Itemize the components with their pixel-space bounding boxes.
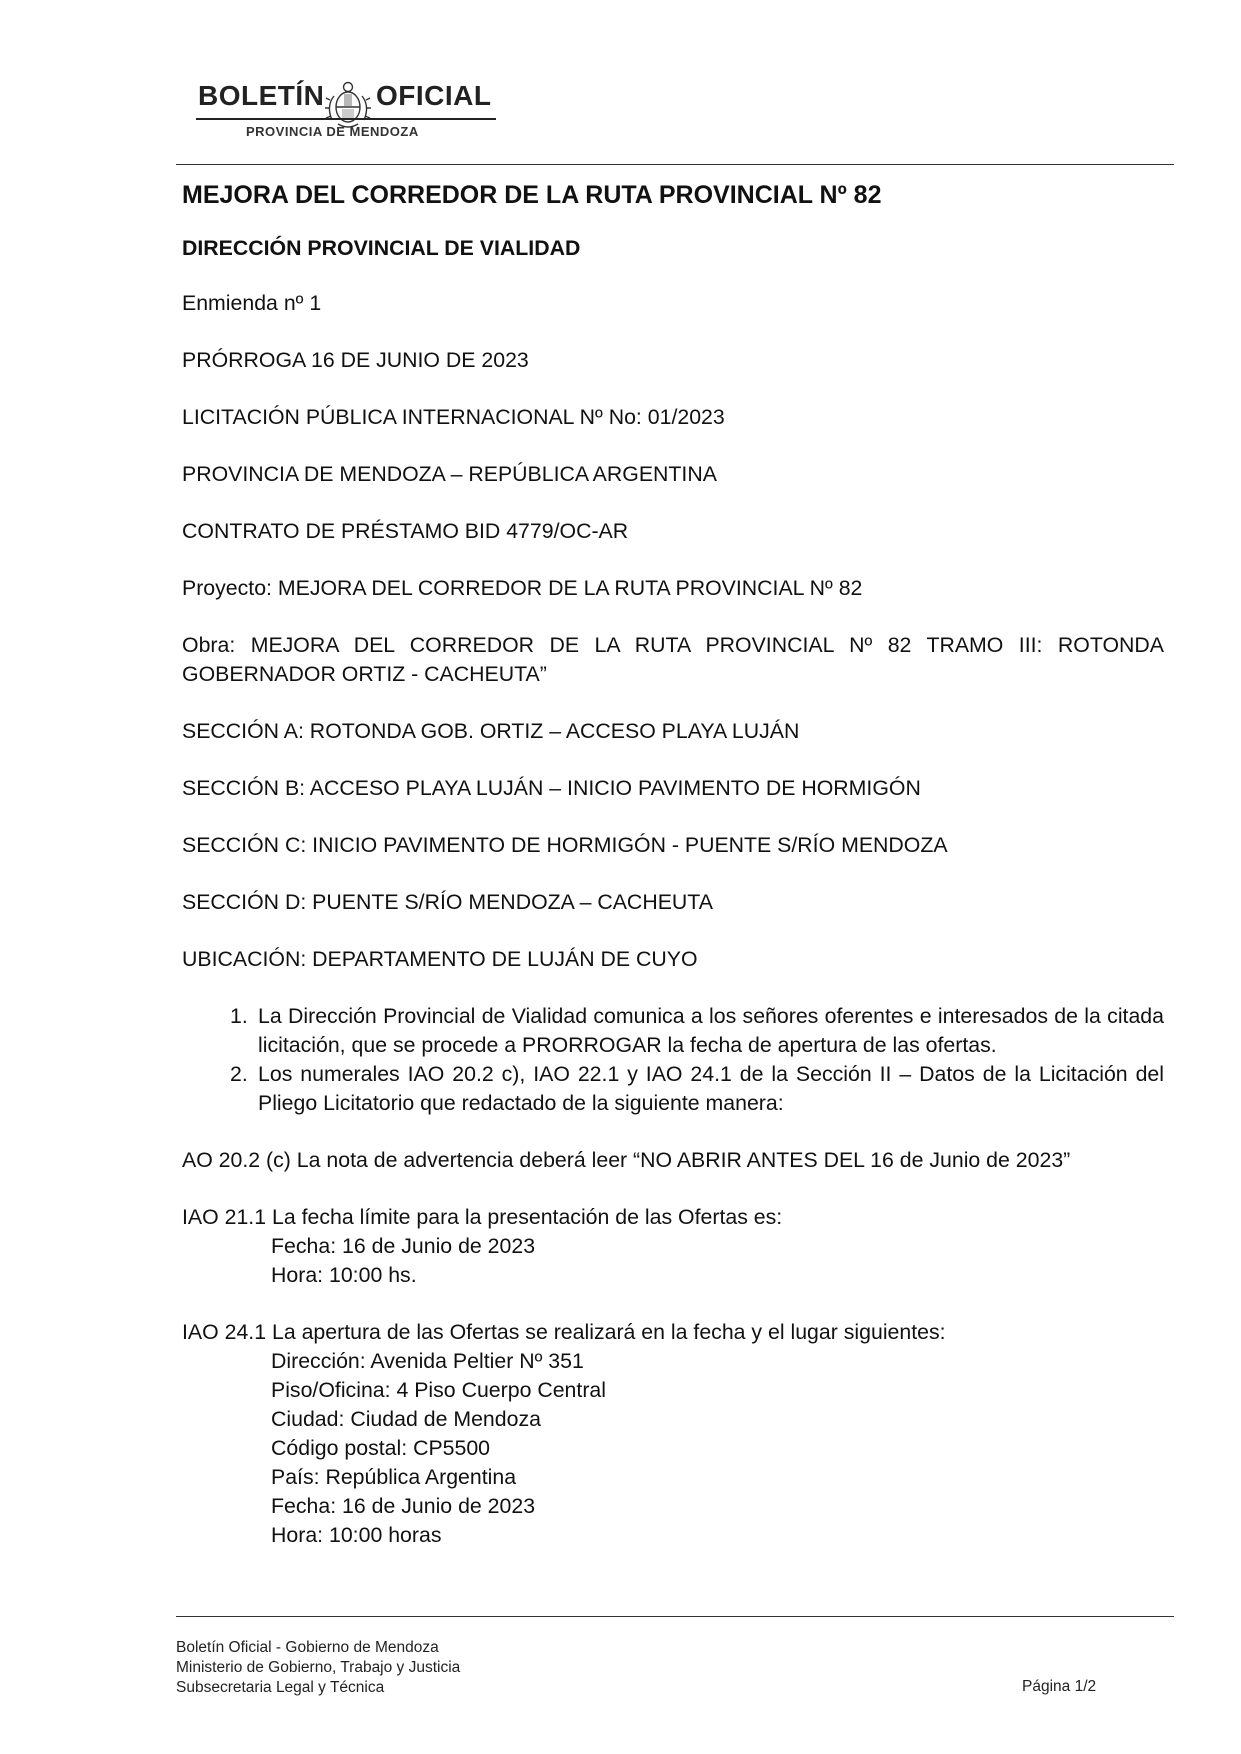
section-c: SECCIÓN C: INICIO PAVIMENTO DE HORMIGÓN - PUENTE S/RÍO MENDOZA xyxy=(182,833,948,857)
iao-24-block xyxy=(182,1318,1164,1550)
iao-21-heading: IAO 21.1 La fecha límite para la presentación de las Ofertas es: xyxy=(182,1205,783,1229)
logo-row xyxy=(196,78,496,114)
bottom-divider xyxy=(176,1616,1174,1617)
header-logo xyxy=(196,60,496,152)
line-obra: Obra: MEJORA DEL CORREDOR DE LA RUTA PROVINCIAL Nº 82 TRAMO III: ROTONDA GOBERNADOR ORTIZ - CACHEUTA” xyxy=(182,633,1164,686)
logo-underline xyxy=(196,118,496,120)
list-item xyxy=(182,1002,1164,1060)
iao-21-fecha: Fecha: 16 de Junio de 2023 xyxy=(271,1234,536,1258)
document-subtitle: DIRECCIÓN PROVINCIAL DE VIALIDAD xyxy=(182,236,581,260)
iao-24-hora: Hora: 10:00 horas xyxy=(271,1523,442,1547)
footer-line-2: Ministerio de Gobierno, Trabajo y Justicia xyxy=(176,1659,461,1676)
iao-24-fecha: Fecha: 16 de Junio de 2023 xyxy=(271,1494,536,1518)
top-divider xyxy=(176,164,1174,165)
document-title: MEJORA DEL CORREDOR DE LA RUTA PROVINCIAL Nº 82 xyxy=(182,181,882,209)
line-licitacion: LICITACIÓN PÚBLICA INTERNACIONAL Nº No: 01/2023 xyxy=(182,405,725,429)
line-prorroga: PRÓRROGA 16 DE JUNIO DE 2023 xyxy=(182,348,529,372)
section-d: SECCIÓN D: PUENTE S/RÍO MENDOZA – CACHEUTA xyxy=(182,890,713,914)
logo-subtitle: PROVINCIA DE MENDOZA xyxy=(246,124,419,139)
footer xyxy=(176,1638,460,1698)
iao-24-piso: Piso/Oficina: 4 Piso Cuerpo Central xyxy=(271,1378,606,1402)
list-item xyxy=(182,1060,1164,1118)
line-proyecto: Proyecto: MEJORA DEL CORREDOR DE LA RUTA PROVINCIAL Nº 82 xyxy=(182,576,863,600)
list-item-text: La Dirección Provincial de Vialidad comunica a los señores oferentes e interesados de la citada licitación, que se procede a PRORROGAR la fecha de apertura de las ofertas. xyxy=(258,1004,1164,1057)
page-number: Página 1/2 xyxy=(1022,1678,1097,1695)
footer-line-3: Subsecretaria Legal y Técnica xyxy=(176,1679,385,1696)
list-item-number: 1. xyxy=(230,1004,248,1028)
ubicacion: UBICACIÓN: DEPARTAMENTO DE LUJÁN DE CUYO xyxy=(182,947,698,971)
iao-24-pais: País: República Argentina xyxy=(271,1465,517,1489)
list-item-text: Los numerales IAO 20.2 c), IAO 22.1 y IAO 24.1 de la Sección II – Datos de la Licitación del Pliego Licitatorio que redactado de la siguiente manera: xyxy=(258,1062,1164,1115)
iao-21-hora: Hora: 10:00 hs. xyxy=(271,1263,417,1287)
footer-line-1: Boletín Oficial - Gobierno de Mendoza xyxy=(176,1639,439,1656)
list-item-number: 2. xyxy=(230,1062,248,1086)
iao-24-direccion: Dirección: Avenida Peltier Nº 351 xyxy=(271,1349,584,1373)
line-provincia: PROVINCIA DE MENDOZA – REPÚBLICA ARGENTINA xyxy=(182,462,717,486)
document-body xyxy=(182,178,1164,1578)
section-a: SECCIÓN A: ROTONDA GOB. ORTIZ – ACCESO PLAYA LUJÁN xyxy=(182,719,800,743)
iao-24-codigo-postal: Código postal: CP5500 xyxy=(271,1436,491,1460)
iao-24-heading: IAO 24.1 La apertura de las Ofertas se realizará en la fecha y el lugar siguientes: xyxy=(182,1320,946,1344)
ao-note: AO 20.2 (c) La nota de advertencia deberá leer “NO ABRIR ANTES DEL 16 de Junio de 2023” xyxy=(182,1148,1071,1172)
iao-24-ciudad: Ciudad: Ciudad de Mendoza xyxy=(271,1407,541,1431)
line-enmienda: Enmienda nº 1 xyxy=(182,291,322,315)
logo-word-oficial: OFICIAL xyxy=(376,80,492,111)
logo-word-boletin: BOLETÍN xyxy=(198,80,325,111)
numbered-list xyxy=(182,1002,1164,1118)
iao-21-block xyxy=(182,1203,1164,1290)
section-b: SECCIÓN B: ACCESO PLAYA LUJÁN – INICIO PAVIMENTO DE HORMIGÓN xyxy=(182,776,921,800)
line-contrato: CONTRATO DE PRÉSTAMO BID 4779/OC-AR xyxy=(182,519,629,543)
